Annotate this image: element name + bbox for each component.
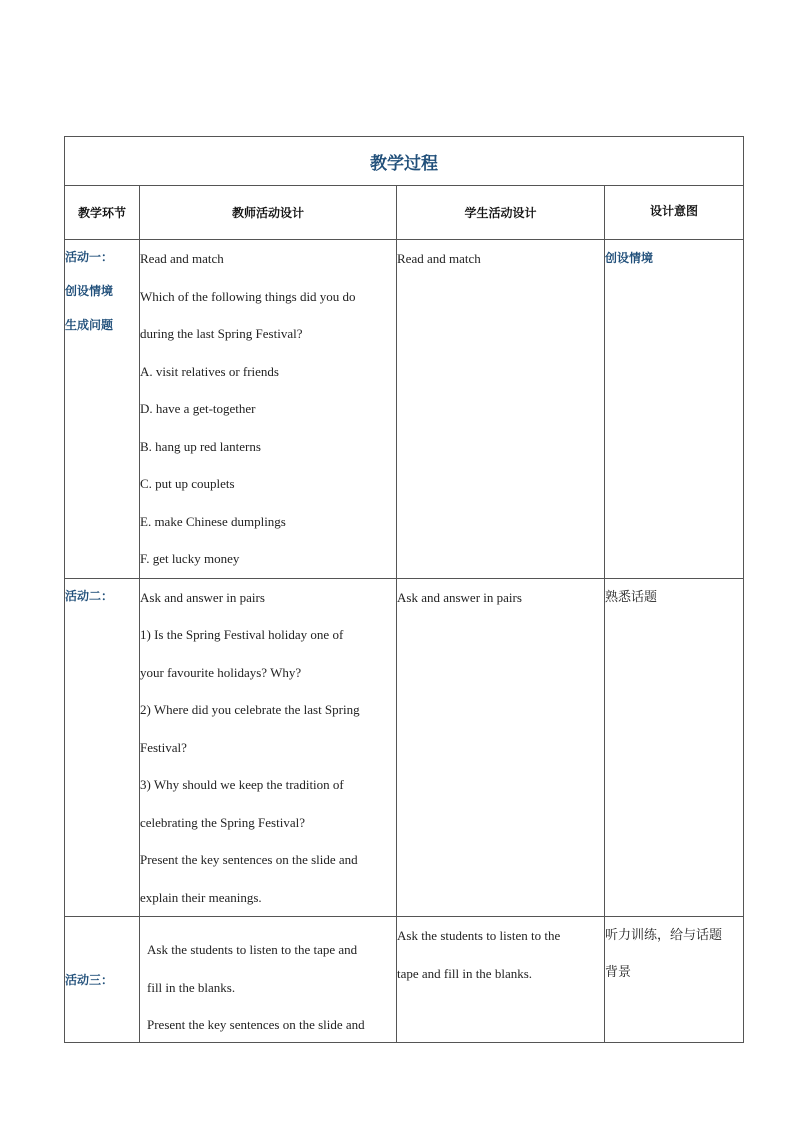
intent-line: 听力训练，给与话题 [605, 928, 723, 943]
intent-line: 创设情境 [605, 251, 654, 265]
text-line: celebrating the Spring Festival? [140, 814, 305, 830]
text-line: B. hang up red lanterns [140, 438, 261, 454]
text-line: A. visit relatives or friends [140, 363, 279, 379]
text-line: explain their meanings. [140, 889, 262, 905]
text-line: Ask the students to listen to the [397, 928, 561, 943]
text-line: Ask the students to listen to the tape and [147, 942, 358, 957]
lesson-process-table [64, 136, 744, 1043]
text-line: F. get lucky money [140, 551, 240, 566]
text-line: 2) Where did you celebrate the last Spring [140, 702, 360, 717]
student-activity-cell [397, 917, 605, 1043]
design-intent-cell [605, 917, 744, 1043]
header-stage: 教学环节 [65, 186, 140, 240]
stage-line: 活动三： [65, 972, 114, 987]
text-line: Read and match [397, 251, 481, 266]
text-line: Read and match [140, 251, 224, 266]
teacher-activity-cell [140, 240, 397, 579]
design-intent-cell [605, 240, 744, 579]
text-line: Present the key sentences on the slide and [147, 1017, 365, 1032]
text-line: your favourite holidays? Why? [140, 664, 302, 680]
table-row [65, 917, 744, 1043]
text-line: Ask and answer in pairs [397, 589, 522, 605]
text-line: tape and fill in the blanks. [397, 965, 533, 981]
header-student: 学生活动设计 [397, 186, 605, 240]
intent-line: 背景 [605, 965, 632, 980]
text-line: during the last Spring Festival? [140, 326, 303, 341]
stage-cell [65, 240, 140, 579]
text-line: C. put up couplets [140, 476, 235, 491]
design-intent-cell [605, 578, 744, 917]
student-activity-cell [397, 240, 605, 579]
table-row [65, 578, 744, 917]
header-intent: 设计意图 [605, 186, 744, 240]
table-title: 教学过程 [65, 137, 744, 186]
teacher-activity-cell [140, 917, 397, 1043]
table-row [65, 240, 744, 579]
stage-cell [65, 917, 140, 1043]
student-activity-cell [397, 578, 605, 917]
stage-line: 活动一： [65, 250, 114, 264]
text-line: Which of the following things did you do [140, 288, 356, 304]
stage-line: 生成问题 [65, 318, 114, 332]
stage-cell [65, 578, 140, 917]
text-line: Festival? [140, 739, 187, 755]
text-line: Ask and answer in pairs [140, 589, 265, 605]
text-line: 3) Why should we keep the tradition of [140, 777, 344, 792]
text-line: 1) Is the Spring Festival holiday one of [140, 627, 344, 642]
header-teacher: 教师活动设计 [140, 186, 397, 240]
teacher-activity-cell [140, 578, 397, 917]
text-line: fill in the blanks. [147, 979, 236, 995]
text-line: D. have a get-together [140, 401, 256, 416]
text-line: E. make Chinese dumplings [140, 513, 286, 529]
stage-line: 创设情境 [65, 284, 114, 298]
text-line: Present the key sentences on the slide and [140, 852, 358, 867]
intent-line: 熟悉话题 [605, 589, 658, 605]
stage-line: 活动二： [65, 588, 114, 603]
